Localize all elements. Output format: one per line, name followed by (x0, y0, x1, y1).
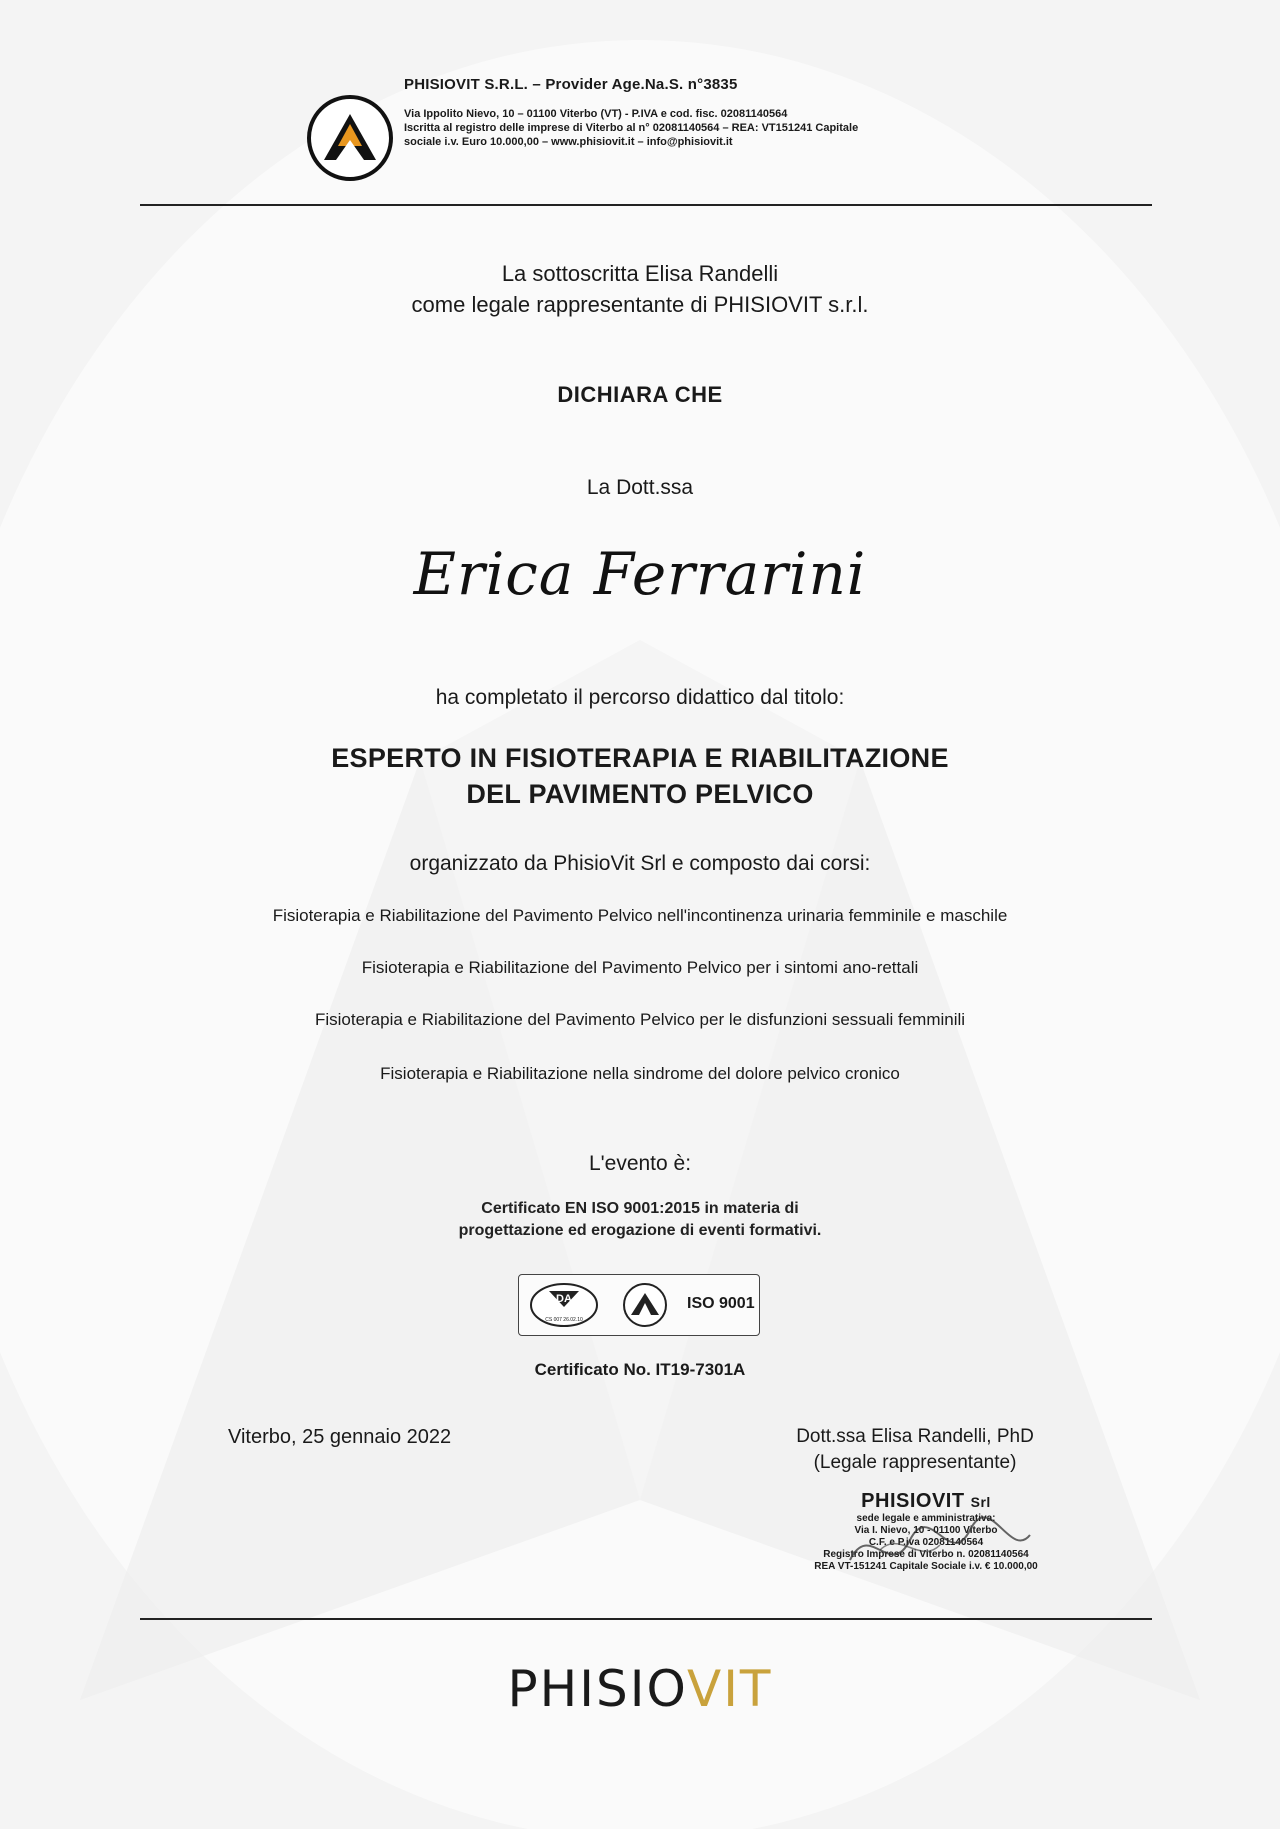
da-certification-icon (529, 1281, 599, 1329)
svg-text:DA: DA (556, 1293, 572, 1305)
course-item: Fisioterapia e Riabilitazione del Pavimento Pelvico per i sintomi ano-rettali (361, 958, 919, 977)
course-title-line-1: ESPERTO IN FISIOTERAPIA E RIABILITAZIONE (331, 743, 949, 773)
phisiovit-logo-icon (306, 94, 394, 182)
certificate-number: Certificato No. IT19-7301A (534, 1360, 746, 1379)
course-item: Fisioterapia e Riabilitazione del Pavimento Pelvico per le disfunzioni sessuali femminili (314, 1010, 966, 1029)
footer-divider (140, 1618, 1152, 1620)
intro-text (0, 258, 1280, 320)
honorific: La Dott.ssa (586, 476, 694, 499)
signatory-role: (Legale rappresentante) (813, 1452, 1017, 1473)
course-title-line-2: DEL PAVIMENTO PELVICO (466, 779, 814, 809)
event-label: L'evento è: (588, 1152, 692, 1175)
certification-line-2: progettazione ed erogazione di eventi formativi. (458, 1222, 822, 1239)
declaration-heading: DICHIARA CHE (557, 382, 723, 407)
accredia-icon (615, 1281, 675, 1329)
footer-brand-logo (0, 1660, 1280, 1718)
course-item: Fisioterapia e Riabilitazione del Pavimento Pelvico nell'incontinenza urinaria femminile e maschile (272, 906, 1008, 925)
intro-line-1: La sottoscritta Elisa Randelli (501, 261, 779, 286)
header-address-line: Via Ippolito Nievo, 10 – 01100 Viterbo (VT) - P.IVA e cod. fisc. 02081140564 (404, 108, 788, 120)
certification-text (0, 1198, 1280, 1242)
signatory-block (770, 1424, 1060, 1476)
stamp-line: REA VT-151241 Capitale Sociale i.v. € 10.000,00 (814, 1561, 1038, 1572)
iso-certification-badge (518, 1274, 760, 1336)
footer-brand-part-2: VIT (686, 1660, 773, 1718)
header-capital-line: sociale i.v. Euro 10.000,00 – www.phisiovit.it – info@phisiovit.it (404, 136, 733, 148)
da-badge-code: CS 007 26.02.10 (545, 1317, 583, 1323)
stamp-line: Registro Imprese di Viterbo n. 02081140564 (823, 1549, 1029, 1560)
intro-line-2: come legale rappresentante di PHISIOVIT s.r.l. (411, 292, 869, 317)
iso-label: ISO 9001 (687, 1295, 755, 1312)
stamp-brand-name: PHISIOVIT (861, 1490, 965, 1512)
header-title: PHISIOVIT S.R.L. – Provider Age.Na.S. n°3835 (404, 76, 738, 93)
signatory-name: Dott.ssa Elisa Randelli, PhD (796, 1426, 1034, 1447)
recipient-name: Erica Ferrarini (413, 540, 867, 608)
certification-line-1: Certificato EN ISO 9001:2015 in materia di (481, 1200, 799, 1217)
stamp-line: Via I. Nievo, 10 - 01100 Viterbo (854, 1525, 998, 1536)
course-item: Fisioterapia e Riabilitazione nella sindrome del dolore pelvico cronico (380, 1064, 900, 1083)
header-company-info (404, 76, 1024, 149)
header-registry-line: Iscritta al registro delle imprese di Viterbo al n° 02081140564 – REA: VT151241 Capitale (404, 122, 859, 134)
organized-text: organizzato da PhisioVit Srl e composto dai corsi: (409, 852, 871, 875)
completion-text: ha completato il percorso didattico dal titolo: (435, 686, 845, 709)
stamp-brand-suffix: Srl (970, 1494, 991, 1510)
footer-brand-part-1: PHISIO (507, 1660, 687, 1718)
handwritten-signature (830, 1500, 1050, 1590)
course-title (0, 740, 1280, 812)
header-divider (140, 204, 1152, 206)
place-and-date: Viterbo, 25 gennaio 2022 (228, 1426, 452, 1448)
stamp-line: C.F. e P.iva 02081140564 (868, 1537, 984, 1548)
stamp-line: sede legale e amministrativa: (856, 1513, 996, 1524)
